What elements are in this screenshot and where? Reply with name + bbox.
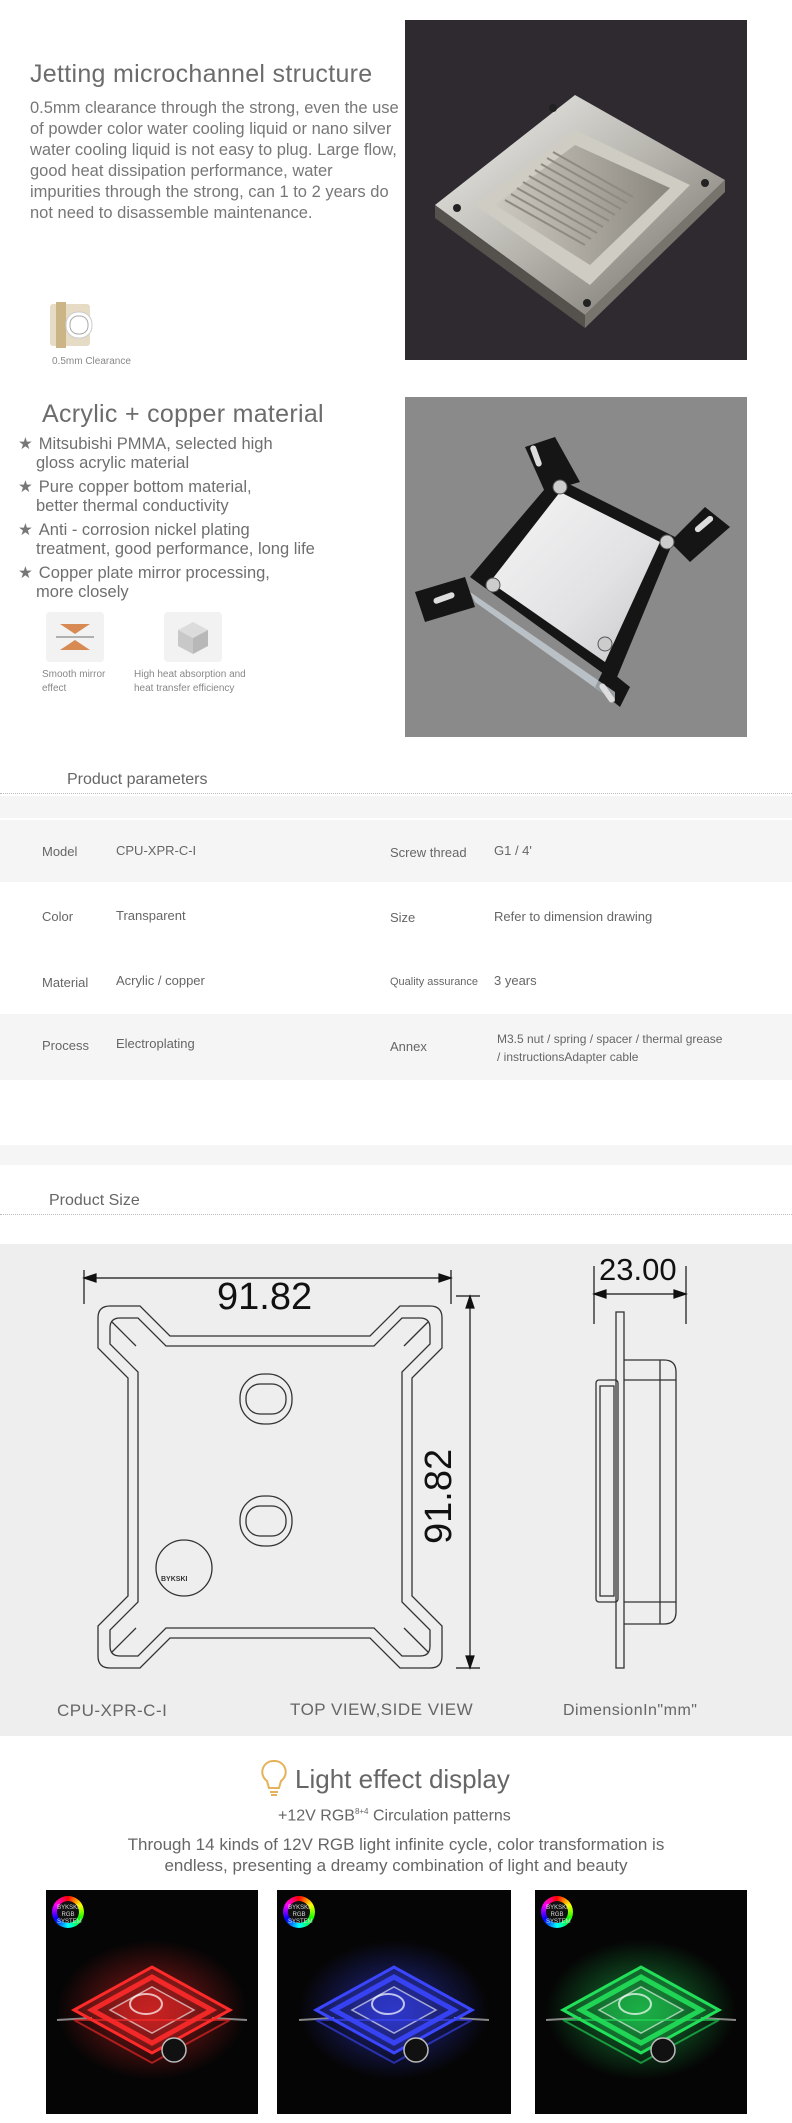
star-icon: ★	[18, 521, 33, 539]
params-row	[0, 882, 792, 944]
microchannel-product-image	[405, 20, 747, 360]
section-body-microchannel: 0.5mm clearance through the strong, even the use of powder color water cooling liquid or nano silver water cooling liquid is not easy to plug. Large flow, good heat dissipation performance, water impurities through the strong, can 1 to 2 years do not need to disassemble maintenance.	[30, 99, 399, 222]
material-bullet: ★ Copper plate mirror processing, more closely	[18, 564, 270, 601]
params-row	[0, 952, 792, 1014]
height-dimension-label: 91.82	[418, 1448, 460, 1544]
rgb-red-image	[46, 1890, 258, 2114]
params-row	[0, 1014, 792, 1080]
star-icon: ★	[18, 478, 33, 496]
mirror-icon	[46, 612, 104, 662]
param-key: Quality assurance	[390, 976, 479, 988]
rgb-system-icon: BYKSKI RGB SYSTEM	[541, 1896, 573, 1928]
param-value: 3 years	[494, 973, 537, 988]
clearance-caption: 0.5mm Clearance	[52, 356, 131, 367]
rgb-green-image	[535, 1890, 747, 2114]
material-product-image	[405, 397, 747, 737]
params-spacer-band	[0, 796, 792, 818]
param-value: CPU-XPR-C-I	[116, 843, 197, 858]
params-footer-band	[0, 1145, 792, 1165]
param-key: Annex	[390, 1039, 427, 1054]
section-title-material: Acrylic + copper material	[42, 400, 324, 428]
star-icon: ★	[18, 564, 33, 582]
size-heading: Product Size	[49, 1192, 140, 1209]
rgb-blue-image	[277, 1890, 511, 2114]
view-caption: TOP VIEW,SIDE VIEW	[290, 1700, 474, 1719]
size-divider	[0, 1214, 792, 1215]
light-title: Light effect display	[295, 1764, 510, 1794]
params-divider	[0, 793, 792, 794]
star-icon: ★	[18, 435, 33, 453]
param-value: Transparent	[116, 908, 186, 923]
param-key: Material	[42, 975, 89, 990]
param-value: Acrylic / copper	[116, 973, 205, 988]
mirror-caption: Smooth mirror effect	[42, 669, 106, 694]
rgb-system-icon: BYKSKI RGB SYSTEM	[52, 1896, 84, 1928]
material-bullet: ★ Mitsubishi PMMA, selected high gloss acrylic material	[18, 435, 273, 472]
light-description: Through 14 kinds of 12V RGB light infinite cycle, color transformation is endless, presenting a dreamy combination of light and beauty	[127, 1835, 665, 1875]
param-key: Color	[42, 909, 74, 924]
heat-cube-icon	[164, 612, 222, 662]
params-row	[0, 820, 792, 882]
material-bullet: ★ Anti - corrosion nickel plating treatment, good performance, long life	[18, 521, 315, 558]
material-bullet: ★ Pure copper bottom material, better thermal conductivity	[18, 478, 252, 515]
param-value: Refer to dimension drawing	[494, 909, 653, 924]
param-key: Screw thread	[390, 845, 467, 860]
param-value: G1 / 4'	[494, 843, 532, 858]
rgb-system-icon: BYKSKI RGB SYSTEM	[283, 1896, 315, 1928]
unit-caption: DimensionIn"mm"	[563, 1702, 698, 1719]
brand-logo-text: BYKSKI	[161, 1576, 188, 1583]
param-key: Size	[390, 910, 416, 925]
clearance-icon	[48, 300, 100, 350]
param-value: M3.5 nut / spring / spacer / thermal grease / instructionsAdapter cable	[497, 1032, 723, 1064]
model-caption: CPU-XPR-C-I	[57, 1701, 168, 1720]
dimension-drawing-panel	[0, 1244, 792, 1736]
param-key: Process	[42, 1038, 89, 1053]
depth-dimension-label: 23.00	[599, 1252, 677, 1287]
section-title-microchannel: Jetting microchannel structure	[30, 60, 373, 88]
param-value: Electroplating	[116, 1036, 195, 1051]
params-heading: Product parameters	[67, 771, 208, 788]
material-bullet-list	[18, 435, 378, 607]
lightbulb-icon	[258, 1758, 290, 1798]
width-dimension-label: 91.82	[217, 1276, 313, 1318]
heat-caption: High heat absorption and heat transfer efficiency	[134, 669, 246, 694]
param-key: Model	[42, 844, 78, 859]
light-subtitle: +12V $RGB^{8+4}$ Circulation patterns	[278, 1807, 511, 1825]
